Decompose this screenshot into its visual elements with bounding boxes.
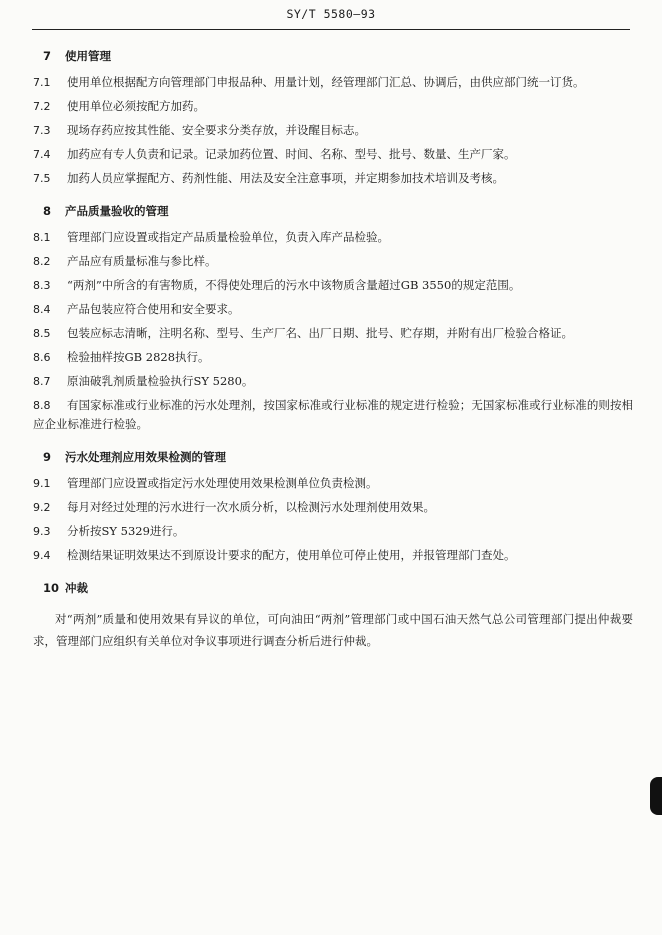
clause: [33, 73, 633, 92]
section-heading: [43, 580, 633, 596]
clause-text: 产品包装应符合使用和安全要求。: [67, 302, 240, 316]
clause: [33, 252, 633, 271]
clause-number: 8.3: [33, 279, 51, 292]
clause: [33, 121, 633, 140]
clause: [33, 498, 633, 517]
clause-number: 8.1: [33, 231, 51, 244]
clause: [33, 396, 633, 434]
clause-number: 8.7: [33, 375, 51, 388]
section-number: 8: [43, 204, 52, 218]
section-number: 9: [43, 450, 52, 464]
clause-text: 现场存药应按其性能、安全要求分类存放，并设醒目标志。: [67, 123, 366, 137]
clause-text: 分析按SY 5329进行。: [67, 524, 185, 538]
spacer: [33, 570, 633, 580]
clause: [33, 372, 633, 391]
header-rule: [32, 29, 630, 30]
clause-number: 9.2: [33, 501, 51, 514]
clause-text: 有国家标准或行业标准的污水处理剂，按国家标准或行业标准的规定进行检验；无国家标准或行业标准的则按相应企业标准进行检验。: [33, 398, 633, 431]
clause: [33, 324, 633, 343]
clause: [33, 228, 633, 247]
clause-number: 9.1: [33, 477, 51, 490]
section-title: 冲裁: [65, 581, 88, 595]
clause: [33, 276, 633, 295]
section-title: 使用管理: [65, 49, 111, 63]
clause-text: 加药人员应掌握配方、药剂性能、用法及安全注意事项，并定期参加技术培训及考核。: [67, 171, 504, 185]
clause: [33, 474, 633, 493]
clause: [33, 546, 633, 565]
clause: [33, 169, 633, 188]
clause-text: 检测结果证明效果达不到原设计要求的配方，使用单位可停止使用，并报管理部门查处。: [67, 548, 516, 562]
scan-binding-mark: [650, 777, 662, 815]
clause-number: 7.2: [33, 100, 51, 113]
clause-number: 8.2: [33, 255, 51, 268]
clause: [33, 145, 633, 164]
clause-text: 管理部门应设置或指定污水处理使用效果检测单位负责检测。: [67, 476, 378, 490]
clause-number: 7.5: [33, 172, 51, 185]
section-title: 产品质量验收的管理: [65, 204, 169, 218]
clause: [33, 348, 633, 367]
standard-code: SY/T 5580—93: [286, 7, 376, 21]
clause: [33, 300, 633, 319]
section-title: 污水处理剂应用效果检测的管理: [65, 450, 226, 464]
clause-number: 7.3: [33, 124, 51, 137]
clause-number: 7.1: [33, 76, 51, 89]
clause-number: 8.4: [33, 303, 51, 316]
section-heading: [43, 449, 633, 465]
clause-text: “两剂”中所含的有害物质，不得使处理后的污水中该物质含量超过GB 3550的规定范围。: [67, 278, 521, 292]
clause-text: 检验抽样按GB 2828执行。: [67, 350, 210, 364]
section-number: 10: [43, 581, 60, 595]
section-heading: [43, 48, 633, 64]
clause-text: 使用单位必须按配方加药。: [67, 99, 205, 113]
clause-number: 8.6: [33, 351, 51, 364]
document-body: [33, 48, 633, 663]
clause-text: 产品应有质量标准与参比样。: [67, 254, 217, 268]
clause: [33, 522, 633, 541]
section-number: 7: [43, 49, 52, 63]
clause-text: 使用单位根据配方向管理部门申报品种、用量计划，经管理部门汇总、协调后，由供应部门统一订货。: [67, 75, 585, 89]
clause-number: 9.4: [33, 549, 51, 562]
arbitration-paragraph: 对“两剂”质量和使用效果有异议的单位，可向油田“两剂”管理部门或中国石油天然气总公司管理部门提出仲裁要求，管理部门应组织有关单位对争议事项进行调查分析后进行仲裁。: [33, 611, 633, 648]
clause-text: 原油破乳剂质量检验执行SY 5280。: [67, 374, 254, 388]
spacer: [33, 193, 633, 203]
clause-text: 管理部门应设置或指定产品质量检验单位，负责入库产品检验。: [67, 230, 389, 244]
clause-text: 每月对经过处理的污水进行一次水质分析，以检测污水处理剂使用效果。: [67, 500, 435, 514]
clause-text: 加药应有专人负责和记录。记录加药位置、时间、名称、型号、批号、数量、生产厂家。: [67, 147, 516, 161]
clause-number: 8.5: [33, 327, 51, 340]
clause: [33, 97, 633, 116]
spacer: [33, 439, 633, 449]
clause-number: 8.8: [33, 399, 51, 412]
clause-number: 9.3: [33, 525, 51, 538]
clause-text: 包装应标志清晰，注明名称、型号、生产厂名、出厂日期、批号、贮存期，并附有出厂检验合格证。: [67, 326, 573, 340]
clause-number: 7.4: [33, 148, 51, 161]
section-heading: [43, 203, 633, 219]
